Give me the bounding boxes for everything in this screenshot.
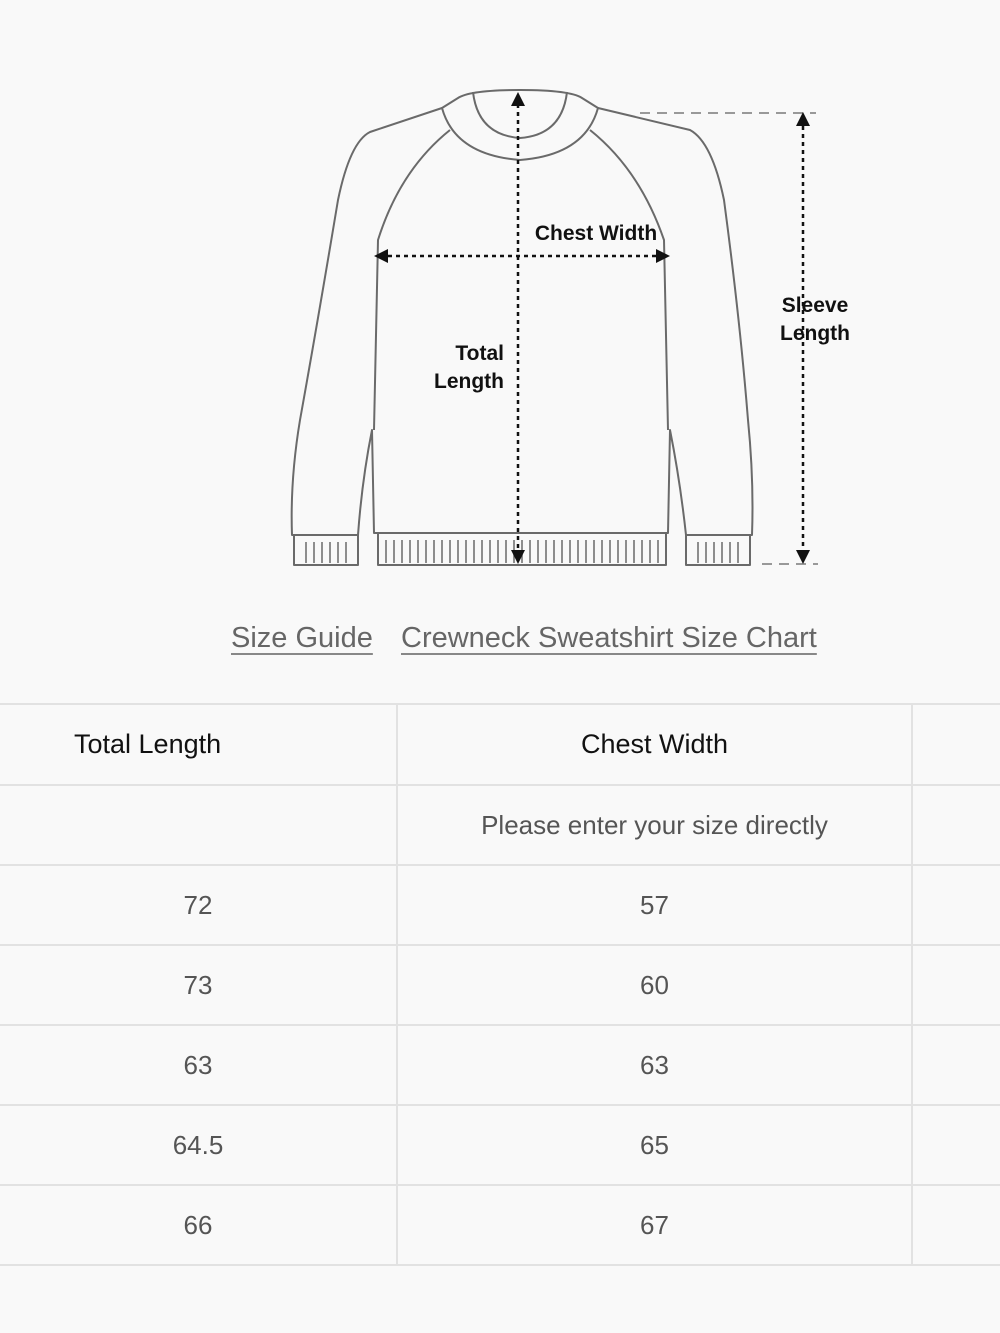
right-raglan-seam [590, 130, 668, 430]
extra-cell [912, 1025, 1000, 1105]
table-row [0, 1025, 1000, 1105]
size-entry-note[interactable]: Please enter your size directly [397, 785, 912, 865]
chest-width-cell: 57 [397, 865, 912, 945]
total-length-arrow [511, 92, 525, 564]
left-cuff [294, 535, 358, 565]
total-length-cell: 66 [0, 1185, 397, 1265]
chest-width-cell: 63 [397, 1025, 912, 1105]
size-chart-link[interactable]: Crewneck Sweatshirt Size Chart [401, 622, 817, 654]
table-note-row [0, 785, 1000, 865]
right-cuff [686, 535, 750, 565]
chest-width-cell: 65 [397, 1105, 912, 1185]
chest-width-label: Chest Width [534, 222, 658, 245]
table-row [0, 1185, 1000, 1265]
total-length-cell: 73 [0, 945, 397, 1025]
extra-cell [912, 945, 1000, 1025]
extra-cell [912, 1105, 1000, 1185]
total-length-label-line2: Length [434, 370, 504, 393]
chest-width-cell: 60 [397, 945, 912, 1025]
garment-outline [292, 108, 753, 535]
header-cell-3 [912, 704, 1000, 785]
total-length-label-line1: Total [455, 342, 504, 365]
chest-width-cell: 67 [397, 1185, 912, 1265]
chest-width-arrow [374, 249, 670, 263]
sweatshirt-measurement-diagram [0, 0, 1000, 600]
size-links [0, 622, 1000, 662]
header-chest-width: Chest Width [397, 704, 912, 785]
table-row [0, 865, 1000, 945]
extra-cell [912, 865, 1000, 945]
note-empty-cell [0, 785, 397, 865]
sleeve-length-label-line2: Length [780, 322, 850, 345]
table-row [0, 945, 1000, 1025]
total-length-cell: 63 [0, 1025, 397, 1105]
total-length-cell: 72 [0, 865, 397, 945]
table-row [0, 1105, 1000, 1185]
extra-cell [912, 1185, 1000, 1265]
size-table [0, 703, 1000, 1266]
sleeve-length-label-line1: Sleeve [781, 294, 849, 317]
table-header-row [0, 704, 1000, 785]
size-guide-link[interactable]: Size Guide [231, 622, 373, 654]
note-cell-3 [912, 785, 1000, 865]
total-length-cell: 64.5 [0, 1105, 397, 1185]
header-total-length: Total Length [0, 704, 397, 785]
